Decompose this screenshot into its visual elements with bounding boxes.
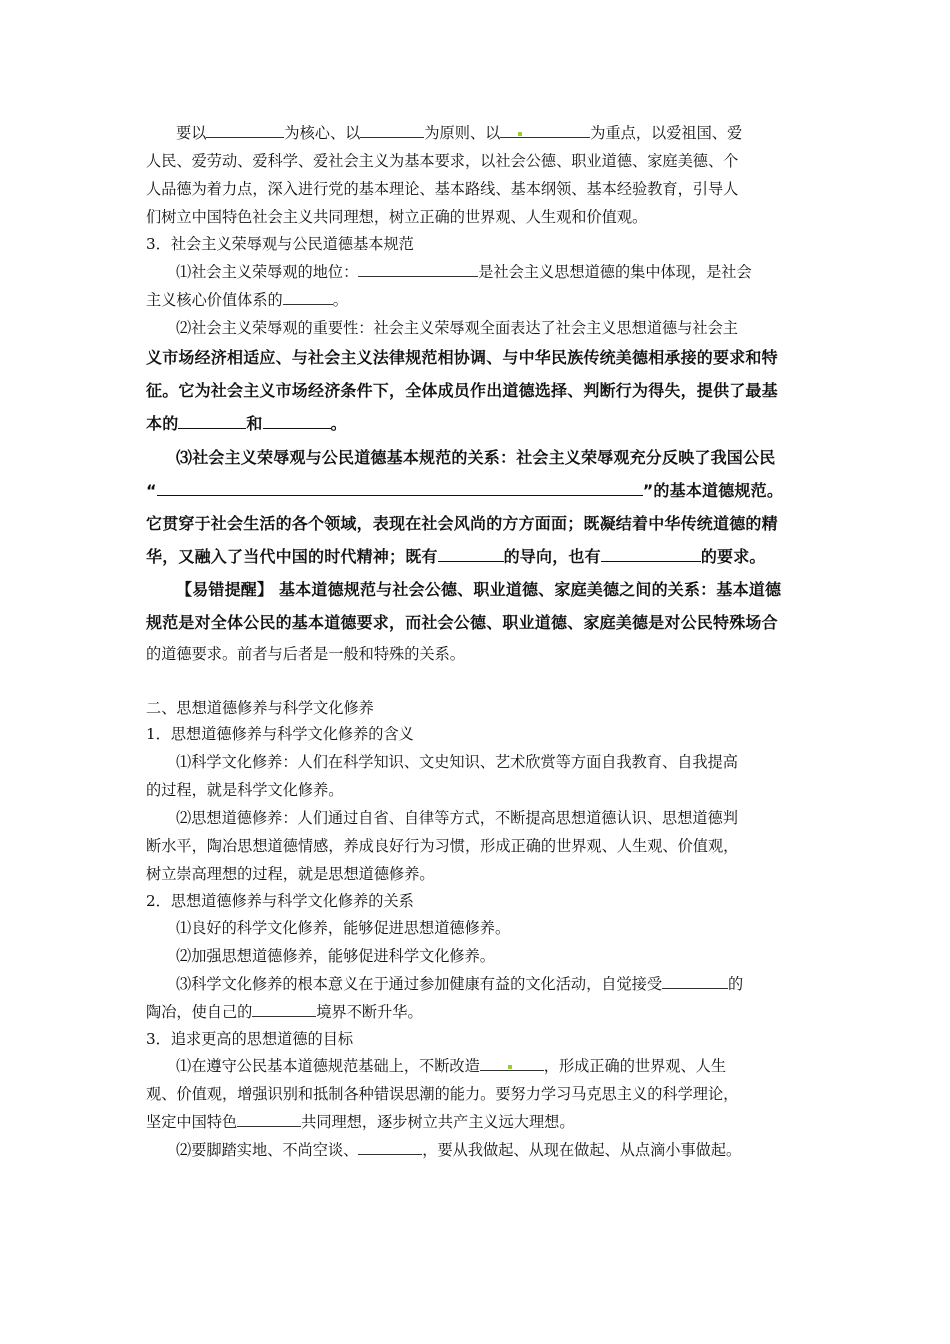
text: 主义核心价值体系的 (146, 291, 283, 309)
s3-item3-line1: ⑶社会主义荣辱观与公民道德基本规范的关系：社会主义荣辱观充分反映了我国公民 (176, 448, 776, 467)
text: 。 (332, 291, 348, 309)
tip-line1 (176, 579, 781, 601)
text: 为原则、以 (424, 124, 501, 142)
blank-field (500, 122, 590, 138)
text: 要以 (176, 124, 207, 142)
s3-item3-line2 (146, 480, 783, 502)
paragraph-line: 树立崇高理想的过程，就是思想道德修养。 (146, 865, 435, 883)
p1-line3: 人品德为着力点，深入进行党的基本理论、基本路线、基本纲领、基本经验教育，引导人 (146, 180, 739, 198)
text: ，形成正确的世界观、人生 (543, 1057, 726, 1075)
tip-line2: 规范是对全体公民的基本道德要求，而社会公德、职业道德、家庭美德是对公民特殊场合 (146, 613, 778, 632)
blank-field (480, 1055, 544, 1071)
s3-item1-line1 (176, 261, 752, 283)
subheading: 3．追求更高的思想道德的目标 (146, 1030, 354, 1048)
text: 。 (330, 414, 347, 433)
paragraph-line (146, 1111, 575, 1133)
blank-field (237, 1111, 301, 1127)
text: 是社会主义思想道德的集中体现，是社会 (478, 263, 752, 281)
text: 为核心、以 (284, 124, 361, 142)
text: 华，又融入了当代中国的时代精神；既有 (146, 547, 438, 566)
blank-field (157, 480, 643, 496)
blank-field (206, 122, 284, 138)
s3-item2-line1: ⑵社会主义荣辱观的重要性：社会主义荣辱观全面表达了社会主义思想道德与社会主 (176, 319, 738, 337)
text: ⑴在遵守公民基本道德规范基础上，不断改造 (176, 1057, 480, 1075)
section-heading: 二、思想道德修养与科学文化修养 (146, 699, 374, 717)
blank-field (662, 973, 728, 989)
paragraph-line (176, 1139, 741, 1161)
text: 坚定中国特色 (146, 1113, 238, 1131)
paragraph-line: ⑴良好的科学文化修养，能够促进思想道德修养。 (176, 919, 511, 937)
blank-field (263, 413, 331, 429)
s3-item2-line2: 义市场经济相适应、与社会主义法律规范相协调、与中华民族传统美德相承接的要求和特 (146, 348, 778, 367)
blank-field (438, 546, 504, 562)
s3-item2-line3: 征。它为社会主义市场经济条件下，全体成员作出道德选择、判断行为得失，提供了最基 (146, 381, 778, 400)
s3-item2-line4 (146, 413, 347, 435)
section-heading: 3．社会主义荣辱观与公民道德基本规范 (146, 235, 414, 253)
text: “ (146, 481, 157, 500)
subheading: 1．思想道德修养与科学文化修养的含义 (146, 725, 414, 743)
blank-field (358, 1139, 422, 1155)
paragraph-line: ⑵思想道德修养：人们通过自省、自律等方式，不断提高思想道德认识、思想道德判 (176, 809, 738, 827)
text: 共同理想，逐步树立共产主义远大理想。 (301, 1113, 575, 1131)
paragraph-line (176, 1055, 726, 1077)
text: 陶冶，使自己的 (146, 1003, 253, 1021)
p1-line2: 人民、爱劳动、爱科学、爱社会主义为基本要求，以社会公德、职业道德、家庭美德、个 (146, 152, 739, 170)
p1-line4: 们树立中国特色社会主义共同理想，树立正确的世界观、人生观和价值观。 (146, 208, 648, 226)
blank-field (360, 122, 424, 138)
text: ⑴社会主义荣辱观的地位： (176, 263, 359, 281)
s3-item1-line2 (146, 289, 348, 311)
s3-item3-line4 (146, 546, 766, 568)
text: ⑶科学文化修养的根本意义在于通过参加健康有益的文化活动，自觉接受 (176, 975, 662, 993)
blank-field (252, 1001, 316, 1017)
paragraph-line: 断水平，陶冶思想道德情感，养成良好行为习惯，形成正确的世界观、人生观、价值观， (146, 837, 739, 855)
text: 为重点，以爱祖国、爱 (590, 124, 743, 142)
text: ，要从我做起、从现在做起、从点滴小事做起。 (422, 1141, 742, 1159)
text: 的 (728, 975, 744, 993)
paragraph-line (176, 973, 743, 995)
text: ⑵要脚踏实地、不尚空谈、 (176, 1141, 359, 1159)
text: 的要求。 (700, 547, 766, 566)
blank-field (283, 289, 333, 305)
text: ”的基本道德规范。 (642, 481, 784, 500)
blank-field (178, 413, 246, 429)
paragraph-line (146, 1001, 423, 1023)
tip-label: 【易错提醒】 (176, 580, 274, 599)
text: 基本道德规范与社会公德、职业道德、家庭美德之间的关系：基本道德 (278, 580, 782, 599)
blank-field (358, 261, 478, 277)
p1-line1 (176, 122, 742, 144)
mark-dot (518, 132, 522, 136)
tip-line3: 的道德要求。前者与后者是一般和特殊的关系。 (146, 645, 465, 663)
blank-field (601, 546, 701, 562)
mark-dot (508, 1065, 512, 1069)
paragraph-line: ⑴科学文化修养：人们在科学知识、文史知识、艺术欣赏等方面自我教育、自我提高 (176, 753, 738, 771)
text: 的导向，也有 (503, 547, 601, 566)
s3-item3-line3: 它贯穿于社会生活的各个领域，表现在社会风尚的方方面面；既凝结着中华传统道德的精 (146, 514, 778, 533)
text: 本的 (146, 414, 179, 433)
paragraph-line: 的过程，就是科学文化修养。 (146, 781, 344, 799)
text: 境界不断升华。 (316, 1003, 423, 1021)
subheading: 2．思想道德修养与科学文化修养的关系 (146, 892, 414, 910)
text: 和 (246, 414, 263, 433)
paragraph-line: ⑵加强思想道德修养，能够促进科学文化修养。 (176, 947, 495, 965)
paragraph-line: 观、价值观，增强识别和抵制各种错误思潮的能力。要努力学习马克思主义的科学理论， (146, 1085, 739, 1103)
